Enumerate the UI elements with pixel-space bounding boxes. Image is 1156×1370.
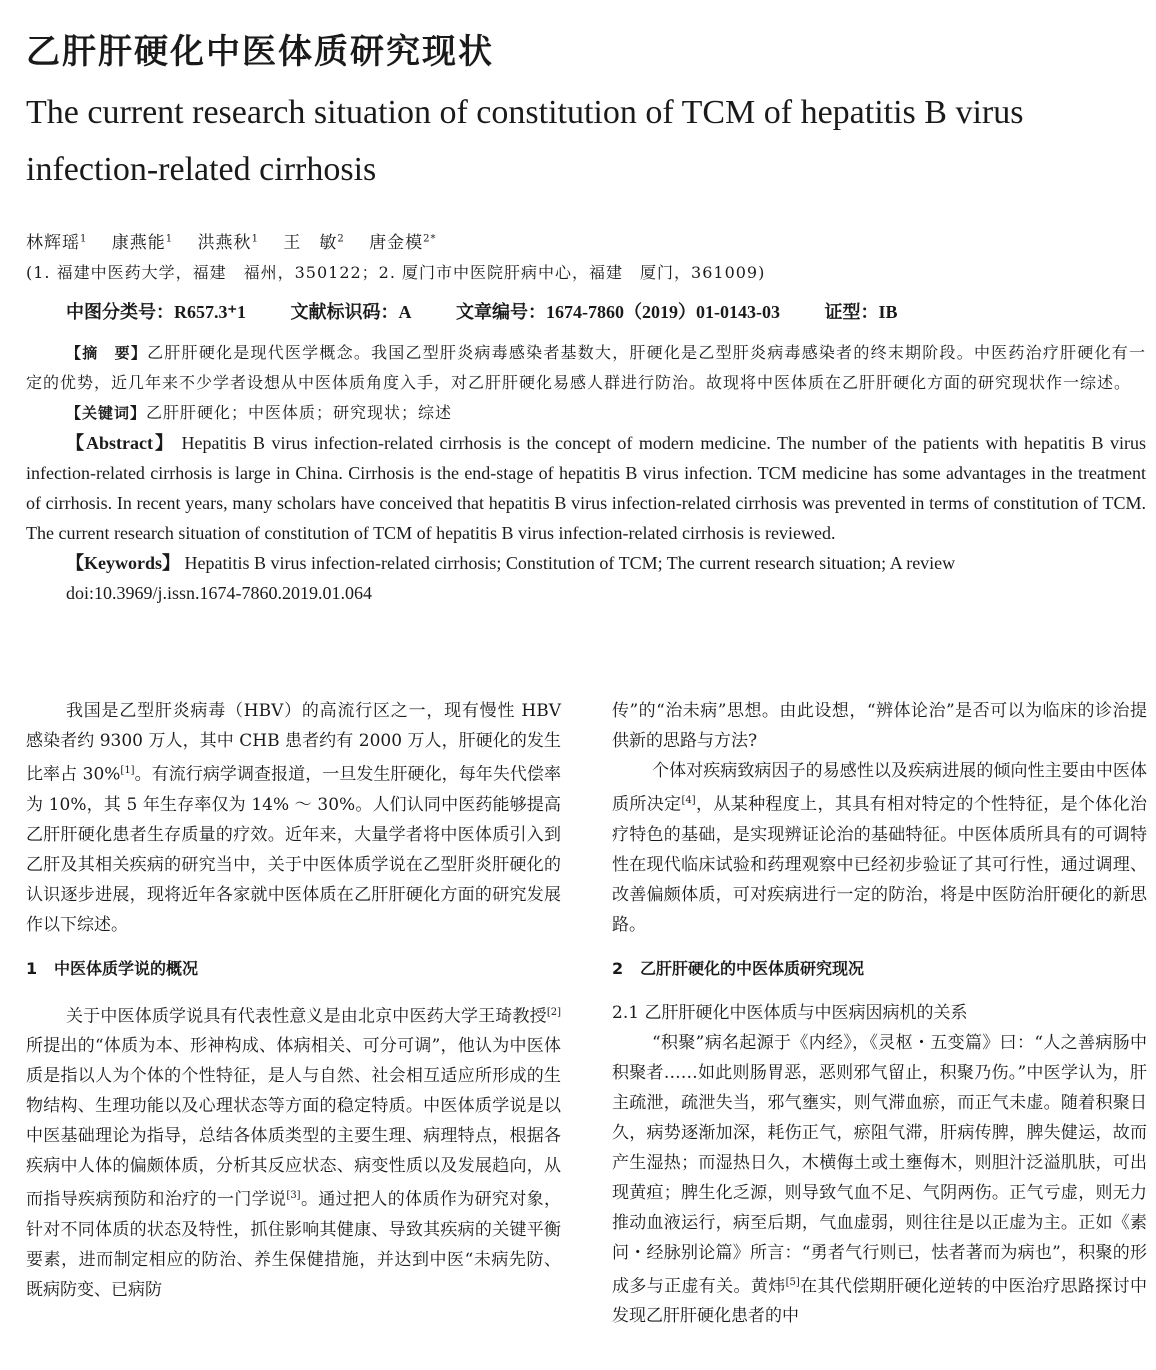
- continued-paragraph: 传”的“治未病”思想。由此设想，“辨体论治”是否可以为临床的诊治提供新的思路与方法?: [612, 701, 1147, 751]
- section1-paragraph: 关于中医体质学说具有代表性意义是由北京中医药大学王琦教授[2]所提出的“体质为本、形神构成、体病相关、可分可调”，他认为中医体质是指以人为个体的个性特征，是人与自然、社会相互适应所形成的生物结构、生理功能以及心理状态等方面的稳定特质。中医体质学说是以中医基础理论为指导，总结各体质类型的主要生理、病理特点，根据各疾病中人体的偏颇体质，分析其反应状态、病变性质以及发展趋向，从而指导疾病预防和治疗的一门学说[3]。通过把人的体质作为研究对象，针对不同体质的状态及特性，抓住影响其健康、导致其疾病的关键平衡要素，进而制定相应的防治、养生保健措施，并达到中医“未病先防、既病防变、已病防: [26, 1006, 562, 1300]
- keywords-en-label: 【Keywords】: [66, 553, 180, 573]
- left-column: [26, 696, 561, 1305]
- title-english: The current research situation of constitution of TCM of hepatitis B virus infection-related cirrhosis: [26, 94, 1024, 188]
- abstract-chinese: 【摘 要】乙肝肝硬化是现代医学概念。我国乙型肝炎病毒感染者基数大，肝硬化是乙型肝炎病毒感染者的终末期阶段。中医药治疗肝硬化有一定的优势，近几年来不少学者设想从中医体质角度入手，对乙肝肝硬化易感人群进行防治。故现将中医体质在乙肝肝硬化方面的研究现状作一综述。: [26, 343, 1146, 392]
- author: 洪燕秋$^1$: [197, 233, 259, 253]
- clc-number: 中图分类号：R657.3⁺1: [66, 302, 246, 322]
- document-code: 文献标识码：A: [290, 302, 412, 322]
- citation: [5]: [785, 1276, 800, 1288]
- doi: doi:10.3969/j.issn.1674-7860.2019.01.064: [66, 583, 373, 603]
- keywords-cn-label: 【关键词】: [66, 404, 147, 422]
- keywords-english: 【Keywords】 Hepatitis B virus infection-related cirrhosis; Constitution of TCM; The current research situation; A review: [66, 553, 956, 573]
- author: 林辉瑶$^1$: [26, 233, 88, 253]
- author: 王 敏$^2$: [283, 233, 345, 253]
- author: 康燕能$^1$: [111, 233, 174, 253]
- section21-paragraph: “积聚”病名起源于《内经》，《灵枢・五变篇》曰：“人之善病肠中积聚者……如此则肠胃恶，恶则邪气留止，积聚乃伤。”中医学认为，肝主疏泄，疏泄失当，邪气壅实，则气滞血瘀，而正气未虚。随着积聚日久，病势逐渐加深，耗伤正气，瘀阻气滞，肝病传脾，脾失健运，故而产生湿热；而湿热日久，木横侮土或土壅侮木，则胆汁泛溢肌肤，可出现黄疸；脾生化乏源，则导致气血不足、气阴两伤。正气亏虚，则无力推动血液运行，病至后期，气血虚弱，则往往是以正虚为主。正如《素问・经脉别论篇》所言：“勇者气行则已，怯者著而为病也”，积聚的形成多与正虚有关。黄炜[5]在其代偿期肝硬化逆转的中医治疗思路探讨中发现乙肝肝硬化患者的中: [612, 1032, 1147, 1327]
- citation: [2]: [546, 1006, 561, 1018]
- evidence-level: 证型：IB: [824, 302, 898, 322]
- citation: [1]: [120, 765, 135, 776]
- section-heading-2: 2 乙肝肝硬化的中医体质研究现况: [612, 958, 865, 978]
- intro-paragraph: 我国是乙型肝炎病毒（HBV）的高流行区之一，现有慢性 HBV 感染者约 9300 万人，其中 CHB 患者约有 2000 万人，肝硬化的发生比率占 30%[1]。有流行病学调查报道，一旦发生肝硬化，每年失代偿率为 10%，其 5 年生存率仅为 14% ～ 30%。人们认同中医药能够提高乙肝肝硬化患者生存质量的疗效。近年来，大量学者将中医体质引入到乙肝及其相关疾病的研究当中，关于中医体质学说在乙型肝炎肝硬化的认识逐步进展，现将近年各家就中医体质在乙肝肝硬化方面的研究发展作以下综述。: [26, 701, 561, 935]
- section-heading-1: 1 中医体质学说的概况: [26, 958, 199, 978]
- author-list: [26, 228, 455, 253]
- title-chinese: 乙肝肝硬化中医体质研究现状: [26, 32, 494, 72]
- abstract-english: 【Abstract】 Hepatitis B virus infection-related cirrhosis is the concept of modern medicine. The number of the patients with hepatitis B virus infection-related cirrhosis is large in China. Cirrhosis is the end-stage of hepatitis B virus infection. TCM medicine has some advantages in the treatment of cirrhosis. In recent years, many scholars have conceived that hepatitis B virus infection-related cirrhosis was prevented in terms of constitution of TCM. The current research situation of constitution of TCM of hepatitis B virus infection-related cirrhosis is reviewed.: [26, 433, 1147, 543]
- constitution-paragraph: 个体对疾病致病因子的易感性以及疾病进展的倾向性主要由中医体质所决定[4]，从某种程度上，其具有相对特定的个性特征，是个体化治疗特色的基础，是实现辨证论治的基础特征。中医体质所具有的可调特性在现代临床试验和药理观察中已经初步验证了其可行性，通过调理、改善偏颇体质，可对疾病进行一定的防治，将是中医防治肝硬化的新思路。: [612, 761, 1148, 935]
- abstract-en-label: 【Abstract】: [66, 433, 175, 453]
- right-column: [612, 696, 1147, 1331]
- subsection-heading-2-1: 2.1 乙肝肝硬化中医体质与中医病因病机的关系: [612, 1002, 968, 1023]
- classification-line: [66, 298, 938, 324]
- article-number: 文章编号：1674-7860（2019）01-0143-03: [456, 302, 780, 322]
- affiliations: (1. 福建中医药大学，福建 福州，350122；2. 厦门市中医院肝病中心，福建 厦门，361009): [26, 263, 766, 282]
- citation: [3]: [286, 1190, 301, 1202]
- abstract-cn-label: 【摘 要】: [66, 344, 148, 362]
- citation: [4]: [681, 795, 696, 806]
- author: 唐金模$^{2*}$: [369, 233, 437, 253]
- abstract-block: [26, 338, 1146, 608]
- keywords-chinese: 【关键词】乙肝肝硬化；中医体质；研究现状；综述: [66, 403, 453, 422]
